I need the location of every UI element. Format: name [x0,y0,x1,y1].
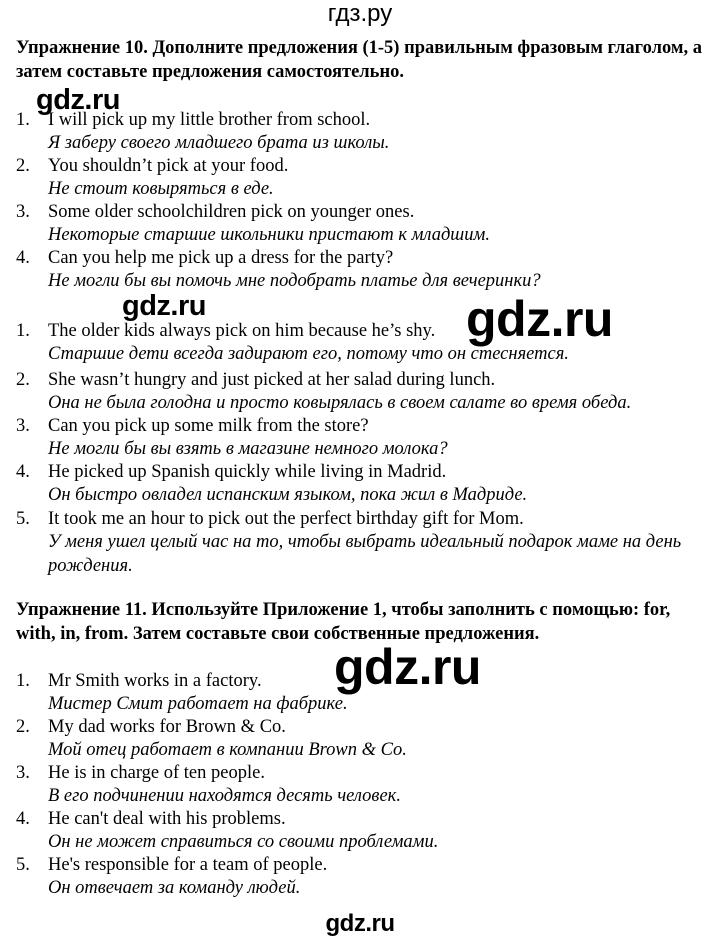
ex10-p2-en-1: The older kids always pick on him because he’s shy. [48,321,436,341]
ex10-p2-en-2: She wasn’t hungry and just picked at her salad during lunch. [48,370,496,390]
watermark: gdz.ru [334,639,481,695]
ex10-p1-num-3: 3. [16,202,30,222]
exercise-10-heading: Упражнение 10. Дополните предложения (1-5) правильным фразовым глаголом, а затем составьте предложения самостоятельно. [16,38,702,82]
ex11-num-4: 4. [16,809,30,829]
ex11-ru-1: Мистер Смит работает на фабрике. [48,694,348,714]
ex10-p1-ru-1: Я заберу своего младшего брата из школы. [48,133,390,153]
ex10-p1-en-2: You shouldn’t pick at your food. [48,156,289,176]
ex10-p2-ru-3: Не могли бы вы взять в магазине немного молока? [48,439,448,459]
ex10-p1-ru-4: Не могли бы вы помочь мне подобрать платье для вечеринки? [48,271,541,291]
ex10-p2-ru-1: Старшие дети всегда задирают его, потому что он стесняется. [48,344,569,364]
ex11-num-1: 1. [16,671,30,691]
ex10-p2-num-5: 5. [16,509,30,529]
watermark: gdz.ru [36,84,120,116]
ex11-num-3: 3. [16,763,30,783]
ex11-ru-4: Он не может справиться со своими проблемами. [48,832,439,852]
watermark: gdz.ru [466,291,613,347]
ex11-en-5: He's responsible for a team of people. [48,855,328,875]
ex10-p1-num-2: 2. [16,156,30,176]
ex10-p2-num-2: 2. [16,370,30,390]
watermark: gdz.ru [122,290,206,322]
site-header: гдз.ру [327,0,393,27]
ex10-p2-num-1: 1. [16,321,30,341]
ex10-p2-ru-2: Она не была голодна и просто ковырялась в своем салате во время обеда. [48,393,632,413]
ex10-p2-en-4: He picked up Spanish quickly while living in Madrid. [48,462,447,482]
exercise-11-heading: Упражнение 11. Используйте Приложение 1, чтобы заполнить с помощью: for, with, in, from. Затем составьте свои собственные предложения. [16,600,671,644]
ex10-p1-ru-2: Не стоит ковыряться в еде. [48,179,274,199]
footer-watermark: gdz.ru [325,910,395,937]
ex10-p1-ru-3: Некоторые старшие школьники пристают к младшим. [48,225,490,245]
ex11-en-3: He is in charge of ten people. [48,763,265,783]
ex10-p1-num-4: 4. [16,248,30,268]
ex11-ru-3: В его подчинении находятся десять человек. [48,786,401,806]
ex10-p1-en-4: Can you help me pick up a dress for the party? [48,248,394,268]
ex10-p2-en-3: Can you pick up some milk from the store? [48,416,369,436]
ex11-en-4: He can't deal with his problems. [48,809,286,829]
ex10-p2-ru-4: Он быстро овладел испанским языком, пока жил в Мадриде. [48,485,528,505]
ex11-num-2: 2. [16,717,30,737]
ex10-p1-num-1: 1. [16,110,30,130]
ex11-en-1: Mr Smith works in a factory. [48,671,262,691]
ex11-ru-5: Он отвечает за команду людей. [48,878,301,898]
ex10-p2-ru-5: У меня ушел целый час на то, чтобы выбрать идеальный подарок маме на день рождения. [48,532,682,576]
ex11-en-2: My dad works for Brown & Co. [48,717,286,737]
ex10-p2-num-4: 4. [16,462,30,482]
ex11-num-5: 5. [16,855,30,875]
ex10-p2-num-3: 3. [16,416,30,436]
ex10-p1-en-3: Some older schoolchildren pick on younger ones. [48,202,415,222]
ex11-ru-2: Мой отец работает в компании Brown & Co. [48,740,407,760]
ex10-p1-en-1: I will pick up my little brother from school. [48,110,371,130]
ex10-p2-en-5: It took me an hour to pick out the perfect birthday gift for Mom. [48,509,524,529]
